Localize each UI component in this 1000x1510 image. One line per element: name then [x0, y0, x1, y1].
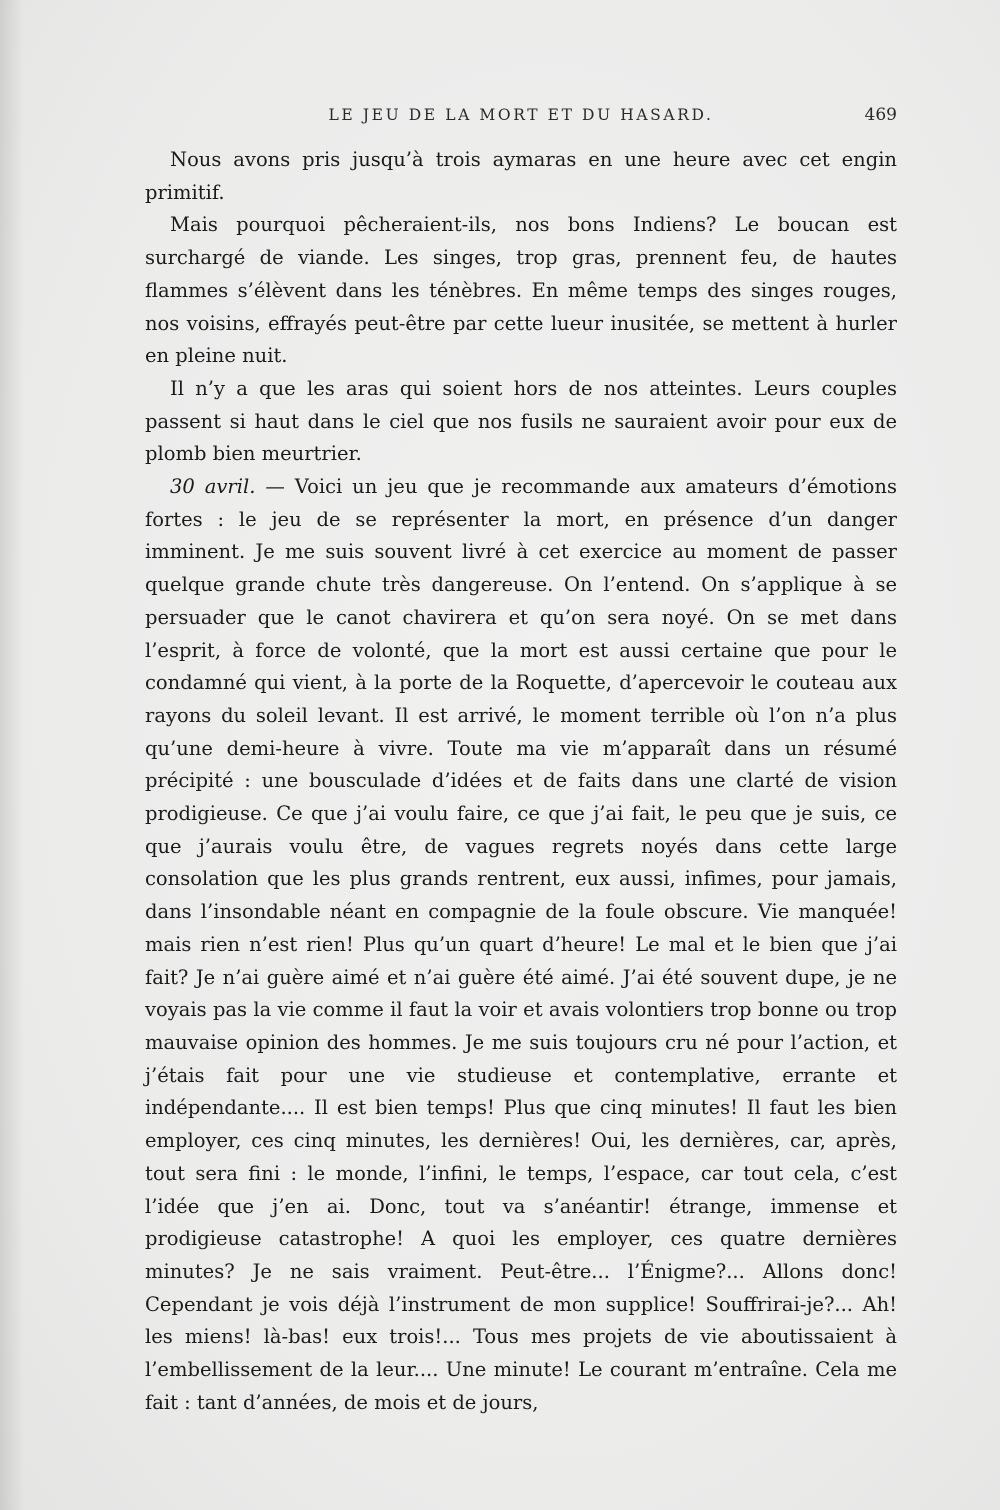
page-number: 469: [864, 105, 897, 125]
entry-date: 30 avril.: [170, 475, 256, 499]
body-text: [145, 144, 897, 1419]
paragraph: Il n’y a que les aras qui soient hors de nos atteintes. Leurs couples passent si haut dans le ciel que nos fusils ne sauraient avoir pour eux de plomb bien meurtrier.: [145, 376, 897, 466]
paragraph: Mais pourquoi pêcheraient-ils, nos bons Indiens? Le boucan est surchargé de viande. Les singes, trop gras, prennent feu, de hautes flammes s’élèvent dans les ténèbres. En même temps des singes rouges, nos voisins, effrayés peut-être par cette lueur inusitée, se mettent à hurler en pleine nuit.: [145, 213, 897, 368]
paragraph: Nous avons pris jusqu’à trois aymaras en une heure avec cet engin primitif.: [145, 148, 897, 204]
diary-entry-paragraph: [145, 471, 897, 1419]
entry-text: — Voici un jeu que je recommande aux amateurs d’émotions fortes : le jeu de se représenter la mort, en présence d’un danger imminent. Je me suis souvent livré à cet exercice au moment de passer quelque grande chute très dangereuse. On l’entend. On s’applique à se persuader que le canot chavirera et qu’on sera noyé. On se met dans l’esprit, à force de volonté, que la mort est aussi certaine que pour le condamné qui vient, à la porte de la Roquette, d’apercevoir le couteau aux rayons du soleil levant. Il est arrivé, le moment terrible où l’on n’a plus qu’une demi-heure à vivre. Toute ma vie m’apparaît dans un résumé précipité : une bousculade d’idées et de faits dans une clarté de vision prodigieuse. Ce que j’ai voulu faire, ce que j’ai fait, le peu que je suis, ce que j’aurais voulu être, de vagues regrets noyés dans cette large consolation que les plus grands rentrent, eux aussi, infimes, pour jamais, dans l’insondable néant en compagnie de la foule obscure. Vie manquée! mais rien n’est rien! Plus qu’un quart d’heure! Le mal et le bien que j’ai fait? Je n’ai guère aimé et n’ai guère été aimé. J’ai été souvent dupe, je ne voyais pas la vie comme il faut la voir et avais volontiers trop bonne ou trop mauvaise opinion des hommes. Je me suis toujours cru né pour l’action, et j’étais fait pour une vie studieuse et contemplative, errante et indépendante.... Il est bien temps! Plus que cinq minutes! Il faut les bien employer, ces cinq minutes, les dernières! Oui, les dernières, car, après, tout sera fini : le monde, l’infini, le temps, l’espace, car tout cela, c’est l’idée que j’en ai. Donc, tout va s’anéantir! étrange, immense et prodigieuse catastrophe! A quoi les employer, ces quatre dernières minutes? Je ne sais vraiment. Peut-être... l’Énigme?... Allons donc! Cependant je vois déjà l’instrument de mon supplice! Souffrirai-je?... Ah! les miens! là-bas! eux trois!... Tous mes projets de vie aboutissaient à l’embellissement de la leur.... Une minute! Le courant m’entraîne. Cela me fait : tant d’années, de mois et de jours,: [145, 475, 897, 1414]
running-title: LE JEU DE LA MORT ET DU HASARD.: [328, 106, 714, 124]
page-header: [145, 100, 897, 130]
